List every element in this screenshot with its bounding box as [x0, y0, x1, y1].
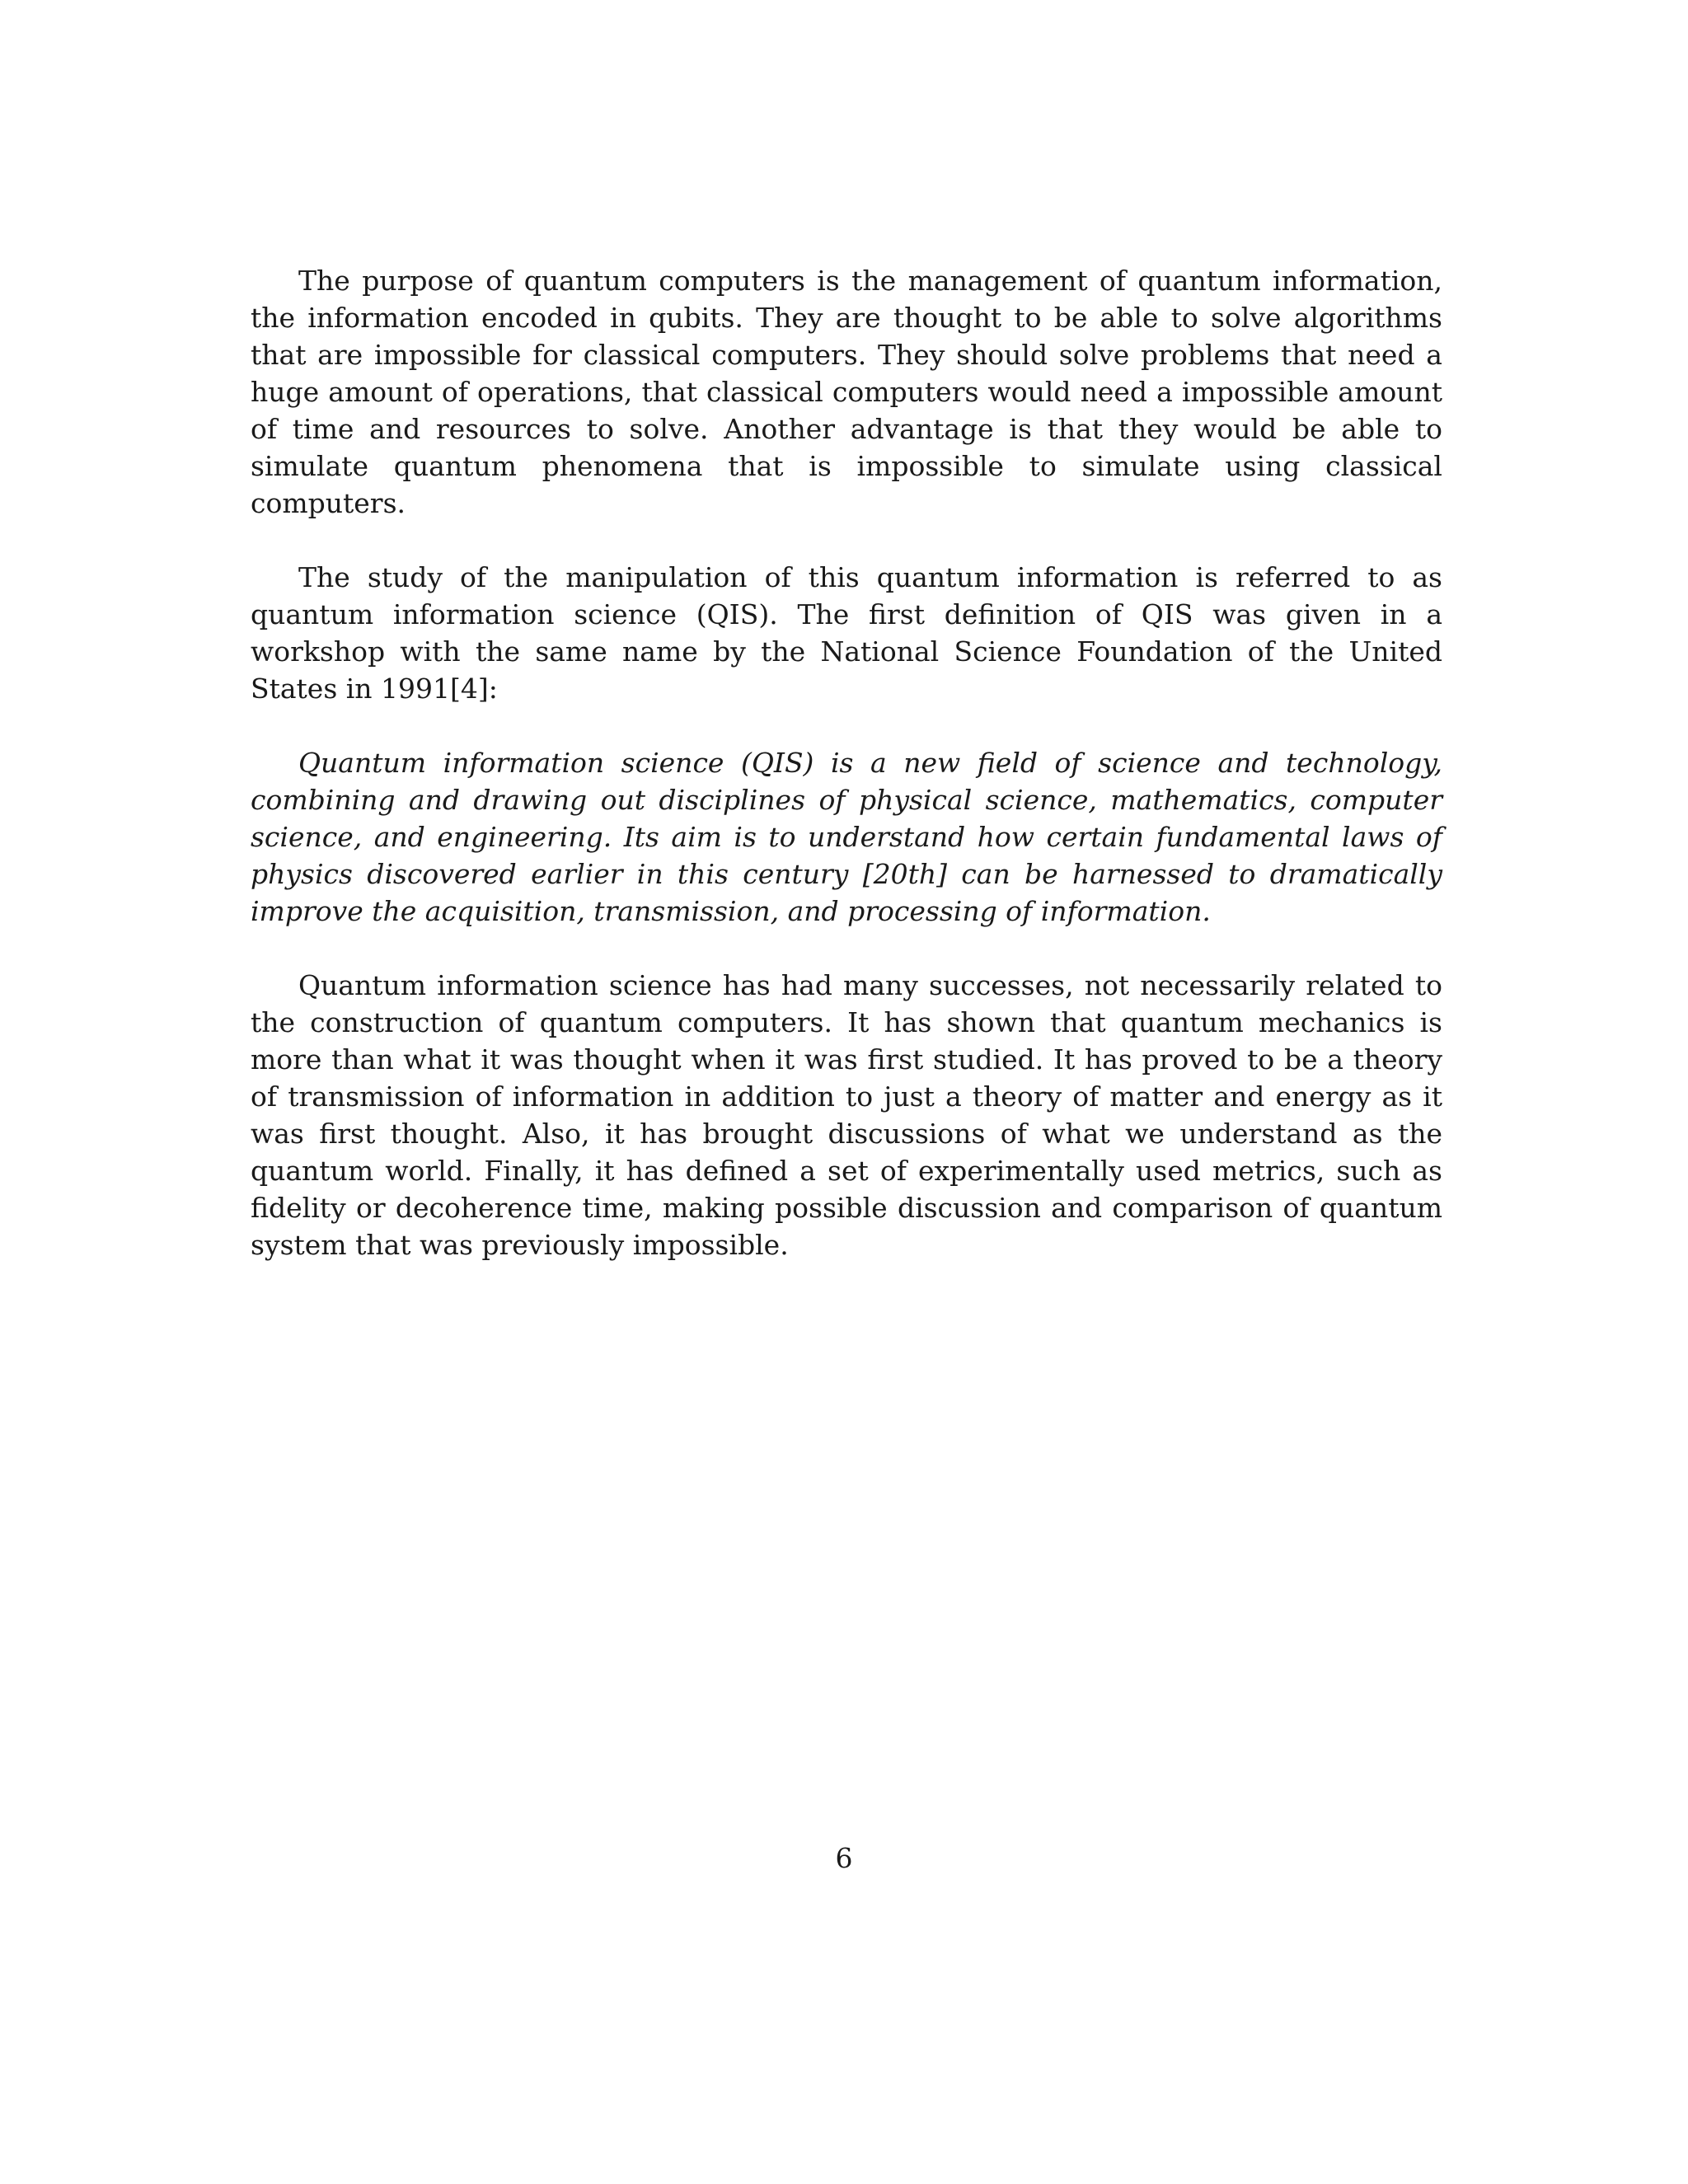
page-number: 6: [835, 1842, 853, 1874]
paragraph-purpose: The purpose of quantum computers is the management of quantum information, the information encoded in qubits. They are thought to be able to solve algorithms that are impossible for classical computers. They should solve problems that need a huge amount of operations, that classical computers would need a impossible amount of time and resources to solve. Another advantage is that they would be able to simulate quantum phenomena that is impossible to simulate using classical computers.: [251, 265, 1442, 519]
paragraph-qis-successes: Quantum information science has had many successes, not necessarily related to the construction of quantum computers. It has shown that quantum mechanics is more than what it was thought when it was first studied. It has proved to be a theory of transmission of information in addition to just a theory of matter and energy as it was first thought. Also, it has brought discussions of what we understand as the quantum world. Finally, it has defined a set of experimentally used metrics, such as fidelity or decoherence time, making possible discussion and comparison of quantum system that was previously impossible.: [251, 969, 1442, 1261]
paragraph-qis-study: The study of the manipulation of this quantum information is referred to as quantum information science (QIS). The first definition of QIS was given in a workshop with the same name by the National Science Foundation of the United States in 1991[4]:: [251, 561, 1442, 705]
body-text: [251, 262, 1442, 1301]
quote-qis-definition: Quantum information science (QIS) is a new field of science and technology, combining and drawing out disciplines of physical science, mathematics, computer science, and engineering. Its aim is to understand how certain fundamental laws of physics discovered earlier in this century [20th] can be harnessed to dramatically improve the acquisition, transmission, and processing of information.: [251, 747, 1442, 927]
